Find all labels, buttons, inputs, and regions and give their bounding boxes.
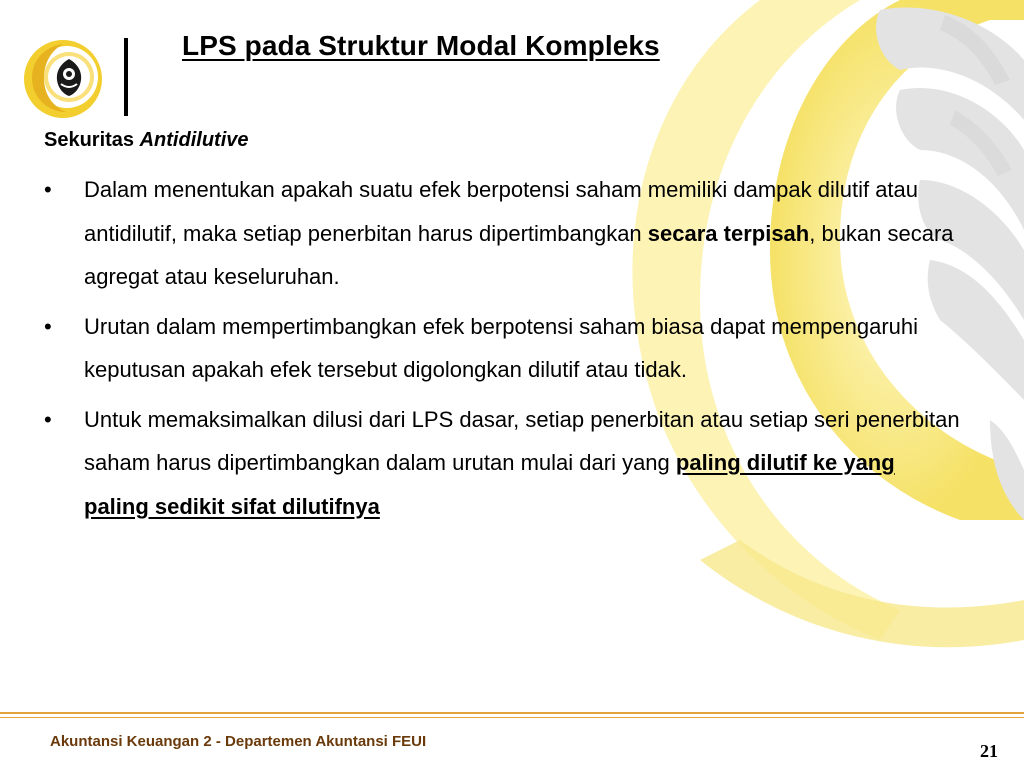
bullet-marker: • xyxy=(44,406,52,432)
bullet-marker: • xyxy=(44,177,52,202)
bullet-list xyxy=(44,168,964,528)
footer-divider-line xyxy=(0,712,1024,714)
slide-content xyxy=(44,122,964,534)
footer-course-label: Akuntansi Keuangan 2 - Departemen Akuntansi FEUI xyxy=(50,733,427,750)
slide-page-number: 21 xyxy=(980,741,998,761)
slide-title: LPS pada Struktur Modal Kompleks xyxy=(182,30,660,61)
bullet-item-3 xyxy=(44,398,964,529)
bullet-2-text: Urutan dalam mempertimbangkan efek berpotensi saham biasa dapat mempengaruhi keputusan apakah efek tersebut digolongkan dilutif atau tidak. xyxy=(84,313,919,382)
bullet-1-bold-text: secara terpisah xyxy=(647,220,810,246)
bullet-item-2 xyxy=(44,305,964,392)
bullet-item-1 xyxy=(44,168,964,299)
bullet-1-text-after: , bukan secara agregat atau keseluruhan. xyxy=(84,220,954,289)
university-logo xyxy=(22,38,104,120)
bullet-marker: • xyxy=(44,313,52,339)
section-subheading xyxy=(44,122,964,158)
bullet-3-emphasis-text: paling dilutif ke yang paling sedikit sifat dilutifnya xyxy=(84,450,895,519)
bullet-3-text-before: Untuk memaksimalkan dilusi dari LPS dasar, setiap penerbitan atau setiap seri penerbitan saham harus dipertimbangkan dalam urutan mulai dari yang xyxy=(84,406,960,475)
bullet-1-text-before: Dalam menentukan apakah suatu efek berpotensi saham memiliki dampak dilutif atau antidilutif, maka setiap penerbitan harus dipertimbangkan xyxy=(84,177,919,246)
subheading-italic-text: Antidilutive xyxy=(139,129,249,151)
title-divider-bar xyxy=(124,38,128,116)
footer-divider-line-thin xyxy=(0,717,1024,718)
subheading-normal-text: Sekuritas xyxy=(44,129,140,151)
